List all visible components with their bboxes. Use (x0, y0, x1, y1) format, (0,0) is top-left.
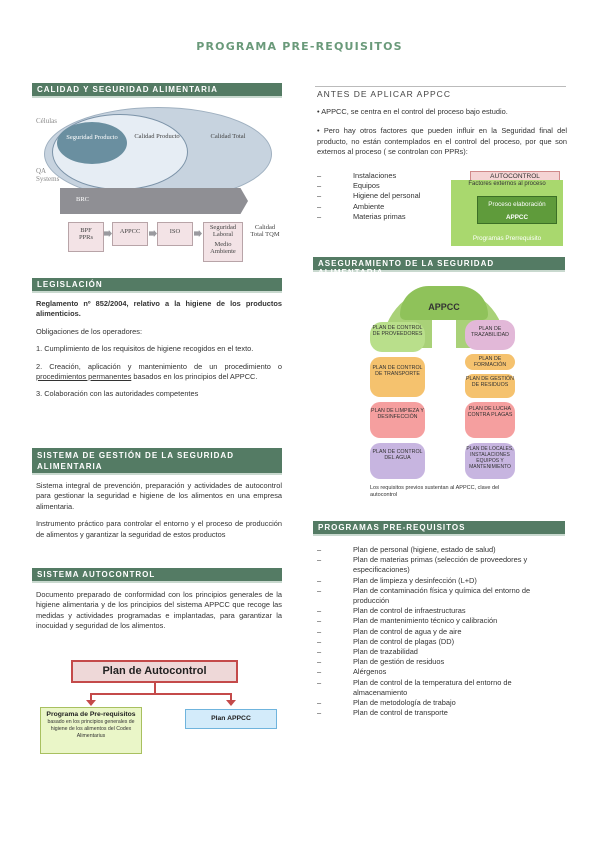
list-item: – Plan de control de transporte (317, 708, 565, 718)
autocontrol-label: AUTOCONTROL (470, 171, 560, 181)
list-item: – Plan de mantenimiento técnico y calibración (317, 616, 565, 626)
list-item: – Plan de gestión de residuos (317, 657, 565, 667)
list-item: – Plan de metodología de trabajo (317, 698, 565, 708)
autocontrol-text: Documento preparado de conformidad con los principios generales de la higiene alimentaria y de los principios del sistema APPCC que recoge las medidas y actividades programadas e implantadas, para garantizar la inocuidad y seguridad de los alimentos. (36, 590, 282, 631)
stone-proveedores: PLAN DE CONTROL DE PROVEEDORES (370, 322, 425, 352)
reglamento-text: Reglamento nº 852/2004, relativo a la higiene de los productos alimenticios. (36, 299, 282, 319)
appcc-inner-label: APPCC (505, 214, 529, 221)
label-celulas: Células (36, 117, 57, 125)
stone-residuos: PLAN DE GESTIÓN DE RESIDUOS (465, 374, 515, 398)
antes-bullet-1: • APPCC, se centra en el control del proceso bajo estudio. (317, 107, 508, 116)
sistema-gestion-p1: Sistema integral de prevención, preparación y actividades de autocontrol para gestionar la seguridad e higiene de los alimentos en una empresa alimentaria. (36, 481, 282, 511)
stone-limpieza: PLAN DE LIMPIEZA Y DESINFECCIÓN (370, 402, 425, 438)
list-item: – Plan de personal (higiene, estado de salud) (317, 545, 565, 555)
arch-gap (432, 320, 456, 440)
calidad-total-tqm-label: Calidad Total TQM (250, 224, 280, 238)
list-item: – Plan de control de infraestructuras (317, 606, 565, 616)
obligaciones-text: Obligaciones de los operadores: (36, 326, 142, 336)
list-item: – Plan de limpieza y desinfección (L+D) (317, 576, 565, 586)
divider (315, 86, 566, 87)
antes-bullet-2: • Pero hay otros factores que pueden influir en la Seguridad final del producto, no están contemplados en el control del proceso, por que son externos al proceso ( se controlan con PPRs): (317, 126, 567, 157)
appcc-label: APPCC (119, 228, 141, 235)
programas-label: Programas Prerrequisito (472, 235, 542, 242)
sistema-gestion-p2: Instrumento práctico para controlar el entorno y el proceso de producción de alimentos y garantizar la seguridad de estos productos (36, 519, 282, 539)
list-item: – Plan de contaminación física y química del entorno de producción (317, 586, 565, 606)
antes-list (317, 171, 447, 222)
proceso-label: Proceso elaboración (488, 201, 546, 208)
antes-text (317, 107, 567, 165)
antes-header: ANTES DE APLICAR APPCC (317, 89, 451, 99)
arrow-icon (194, 230, 202, 237)
stone-trazabilidad: PLAN DE TRAZABILIDAD (465, 320, 515, 350)
iso-label: ISO (169, 228, 181, 235)
factores-label: Factores externos al proceso (468, 181, 546, 187)
calidad-header: CALIDAD Y SEGURIDAD ALIMENTARIA (32, 83, 282, 98)
list-item: – Plan de control de agua y de aire (317, 627, 565, 637)
plan-autocontrol-box: Plan de Autocontrol (71, 660, 238, 683)
page-title: PROGRAMA PRE-REQUISITOS (196, 40, 403, 53)
arrow-icon (104, 230, 112, 237)
obligacion-3: 3. Colaboración con las autoridades competentes (36, 389, 199, 399)
arrow-down-icon (226, 700, 236, 706)
list-item: – Higiene del personal (317, 191, 447, 201)
autocontrol-header: SISTEMA AUTOCONTROL (32, 568, 282, 583)
arrow-icon (149, 230, 157, 237)
programas-list (317, 545, 565, 718)
programas-header: PROGRAMAS PRE-REQUISITOS (313, 521, 565, 536)
obligacion-2: 2. Creación, aplicación y mantenimiento de un procedimiento o procedimientos permanentes basados en los principios del APPCC. (36, 361, 282, 382)
list-item: – Materias primas (317, 212, 447, 222)
list-item: – Ambiente (317, 202, 447, 212)
seguridad-producto-ellipse (57, 122, 127, 164)
appcc-keystone-label: APPCC (428, 302, 460, 312)
prerequisitos-box: Programa de Pre-requisitos basado en los principios generales de higiene de los alimentos del Codex Alimentarius (40, 707, 142, 754)
bpf-label: BPF PPRs (78, 227, 94, 241)
seguridad-laboral-label: Seguridad Laboral Medio Ambiente (209, 224, 237, 255)
brc-label: BRC (76, 196, 90, 203)
list-item: – Equipos (317, 181, 447, 191)
plan-appcc-box: Plan APPCC (185, 709, 277, 729)
seguridad-producto-label: Seguridad Producto (66, 134, 118, 141)
stone-formacion: PLAN DE FORMACIÓN (465, 354, 515, 370)
list-item: – Plan de control de plagas (DD) (317, 637, 565, 647)
aseguramiento-header: ASEGURAMIENTO DE LA SEGURIDAD ALIMENTARIA (313, 257, 565, 272)
sistema-gestion-text (36, 481, 282, 547)
list-item: – Plan de control de la temperatura del entorno de almacenamiento (317, 678, 565, 698)
stone-plagas: PLAN DE LUCHA CONTRA PLAGAS (465, 402, 515, 438)
connector-line (154, 683, 156, 693)
list-item: – Plan de trazabilidad (317, 647, 565, 657)
calidad-producto-label: Calidad Producto (134, 133, 180, 140)
legislacion-header: LEGISLACIÓN (32, 278, 282, 293)
legislacion-text (36, 299, 282, 407)
arrow-down-icon (86, 700, 96, 706)
stone-agua: PLAN DE CONTROL DEL AGUA (370, 443, 425, 479)
label-qa: QA Systems (36, 167, 60, 183)
arch-caption: Los requisitos previos sustentan al APPCC, clave del autocontrol (370, 485, 500, 498)
calidad-total-label: Calidad Total (210, 133, 246, 140)
list-item: – Plan de materias primas (selección de proveedores y especificaciones) (317, 555, 565, 575)
list-item: – Instalaciones (317, 171, 447, 181)
stone-locales: PLAN DE LOCALES, INSTALACIONES EQUIPOS Y MANTENIMIENTO (465, 443, 515, 479)
sistema-gestion-header: SISTEMA DE GESTIÓN DE LA SEGURIDAD ALIMENTARIA (32, 448, 282, 475)
stone-transporte: PLAN DE CONTROL DE TRANSPORTE (370, 357, 425, 397)
connector-line (90, 693, 232, 695)
obligacion-1: 1. Cumplimiento de los requisitos de higiene recogidos en el texto. (36, 344, 254, 354)
list-item: – Alérgenos (317, 667, 565, 677)
